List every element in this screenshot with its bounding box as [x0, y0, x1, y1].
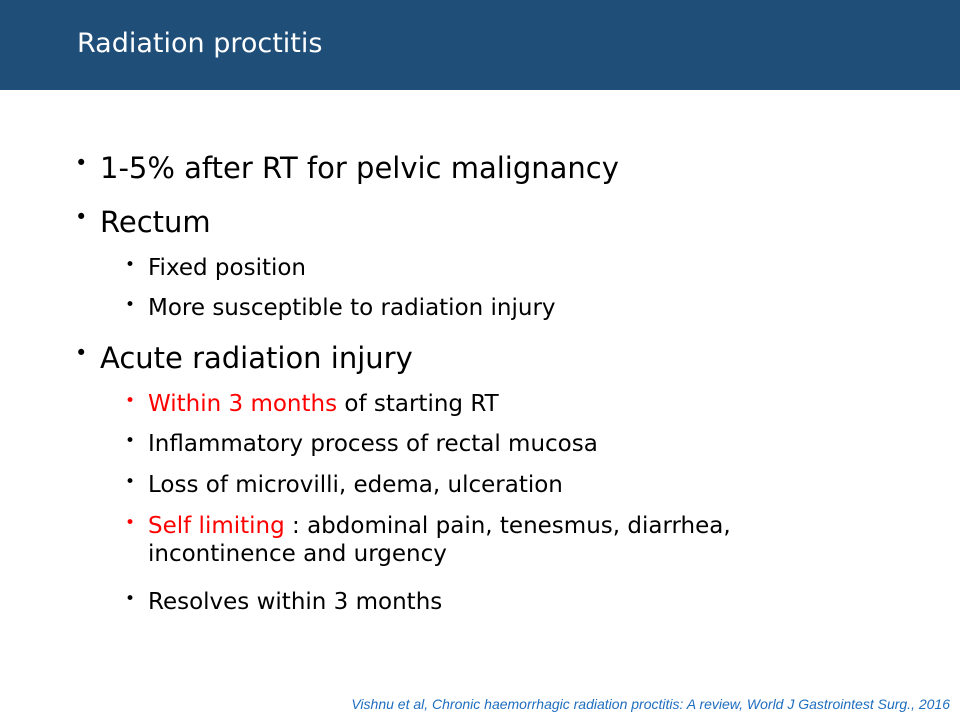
bullet-dot: • [125, 431, 136, 451]
highlight-text: Within 3 months [148, 391, 338, 417]
sub-bullet-item [125, 431, 598, 459]
sub-bullet-text: Fixed position [148, 255, 307, 281]
bullet-item [75, 151, 619, 186]
sub-bullet-item [125, 472, 563, 500]
title-bar [0, 0, 960, 90]
sub-bullet-item [125, 255, 307, 283]
sub-bullet-text: Resolves within 3 months [148, 589, 443, 615]
sub-bullet-text: of starting RT [337, 391, 499, 417]
bullet-dot: • [125, 295, 136, 315]
highlight-text: Self limiting [148, 513, 285, 539]
sub-bullet-text: : abdominal pain, tenesmus, diarrhea, incontinence and urgency [148, 513, 731, 567]
bullet-dot: • [75, 341, 88, 365]
sub-bullet-text: Inflammatory process of rectal mucosa [148, 431, 598, 457]
citation: Vishnu et al, Chronic haemorrhagic radiation proctitis: A review, World J Gastrointest Surg., 2016 [351, 696, 950, 712]
sub-bullet-text: More susceptible to radiation injury [148, 295, 556, 321]
bullet-dot: • [125, 589, 136, 609]
bullet-dot: • [75, 205, 88, 229]
bullet-item [75, 205, 211, 240]
bullet-dot: • [125, 472, 136, 492]
sub-bullet-text: Loss of microvilli, edema, ulceration [148, 472, 563, 498]
sub-bullet-item [125, 589, 443, 617]
bullet-text: Rectum [100, 205, 211, 239]
bullet-item [75, 341, 413, 376]
bullet-text: 1-5% after RT for pelvic malignancy [100, 151, 619, 185]
sub-bullet-item [125, 513, 828, 568]
bullet-dot: • [125, 513, 136, 533]
bullet-dot: • [75, 151, 88, 175]
slide-title: Radiation proctitis [77, 28, 323, 59]
sub-bullet-item [125, 391, 499, 419]
bullet-text: Acute radiation injury [100, 341, 413, 375]
bullet-dot: • [125, 255, 136, 275]
bullet-dot: • [125, 391, 136, 411]
sub-bullet-item [125, 295, 556, 323]
